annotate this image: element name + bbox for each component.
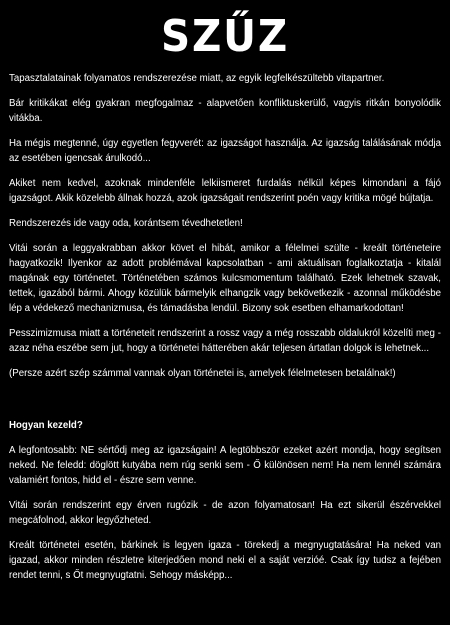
paragraph: Akiket nem kedvel, azoknak mindenféle lelkiismeret furdalás nélkül képes kimondani a fájó igazságot. Akik közelebb állnak hozzá, azok igazságait rendszerint poén vagy kritika mögé bújtatja.: [9, 178, 441, 204]
paragraph: Kreált történetei esetén, bárkinek is legyen igaza - törekedj a megnyugtatására! Ha neked van igazad, akkor minden részletre kiterjedően mond neki el a saját verzióé. Csak így tudsz a fejében rendet tenni, s Őt megnyugtatni. Sehogy másképp...: [9, 540, 441, 581]
paragraph: Tapasztalatainak folyamatos rendszerezése miatt, az egyik legfelkészültebb vitapartner.: [9, 73, 385, 84]
paragraph: Rendszerezés ide vagy oda, korántsem tévedhetetlen!: [9, 218, 243, 229]
page-title: SZŰZ: [160, 11, 290, 62]
section-traits: [9, 71, 441, 381]
paragraph: Ha mégis megtenné, úgy egyetlen fegyverét: az igazságot használja. Az igazság találásának módja az esetében igencsak árulkodó...: [9, 138, 441, 164]
section-heading: Hogyan kezeld?: [9, 420, 83, 431]
paragraph: Vitái során a leggyakrabban akkor követ el hibát, amikor a félelmei szülte - kreált történeteire hagyatkozik! Ilyenkor az adott problémával kapcsolatban - ami aktuálisan foglalkoztatja - kitalál magának egy történetet. Történetében számos kulcsmomentum található. Ezek lehetnek szavak, tettek, igazából bármi. Ahogy közülük bármelyik elhangzik vagy bekövetkezik - azonnal működésbe lép a védekező mechanizmusa, és támadásba lendül. Bizony sok esetben elhamarkodottan!: [9, 243, 441, 314]
paragraph: A legfontosabb: NE sértődj meg az igazságain! A legtöbbször ezeket azért mondja, hogy segítsen neked. Ne feledd: döglött kutyába nem rúg senki sem - Ő különösen nem! Ha nem lennél számára valamiért fontos, hidd el - észre sem venne.: [9, 445, 441, 486]
paragraph: (Persze azért szép számmal vannak olyan történetei is, amelyek félelmetesen betalálnak!): [9, 368, 396, 379]
paragraph: Vitái során rendszerint egy érven rugózik - de azon folyamatosan! Ha ezt sikerül észérvekkel megcáfolnod, akkor legyőzheted.: [9, 500, 441, 526]
paragraph: Bár kritikákat elég gyakran megfogalmaz - alapvetően konfliktuskerülő, vagyis ritkán bonyolódik vitákba.: [9, 98, 441, 124]
section-divider: [9, 391, 441, 418]
section-how-to-handle: [9, 418, 441, 583]
paragraph: Pesszimizmusa miatt a történeteit rendszerint a rossz vagy a még rosszabb oldalukról közelíti meg - azaz néha eszébe sem jut, hogy a történetei hátterében akár teljesen ártatlan dolgok is lehetnek...: [9, 328, 441, 354]
